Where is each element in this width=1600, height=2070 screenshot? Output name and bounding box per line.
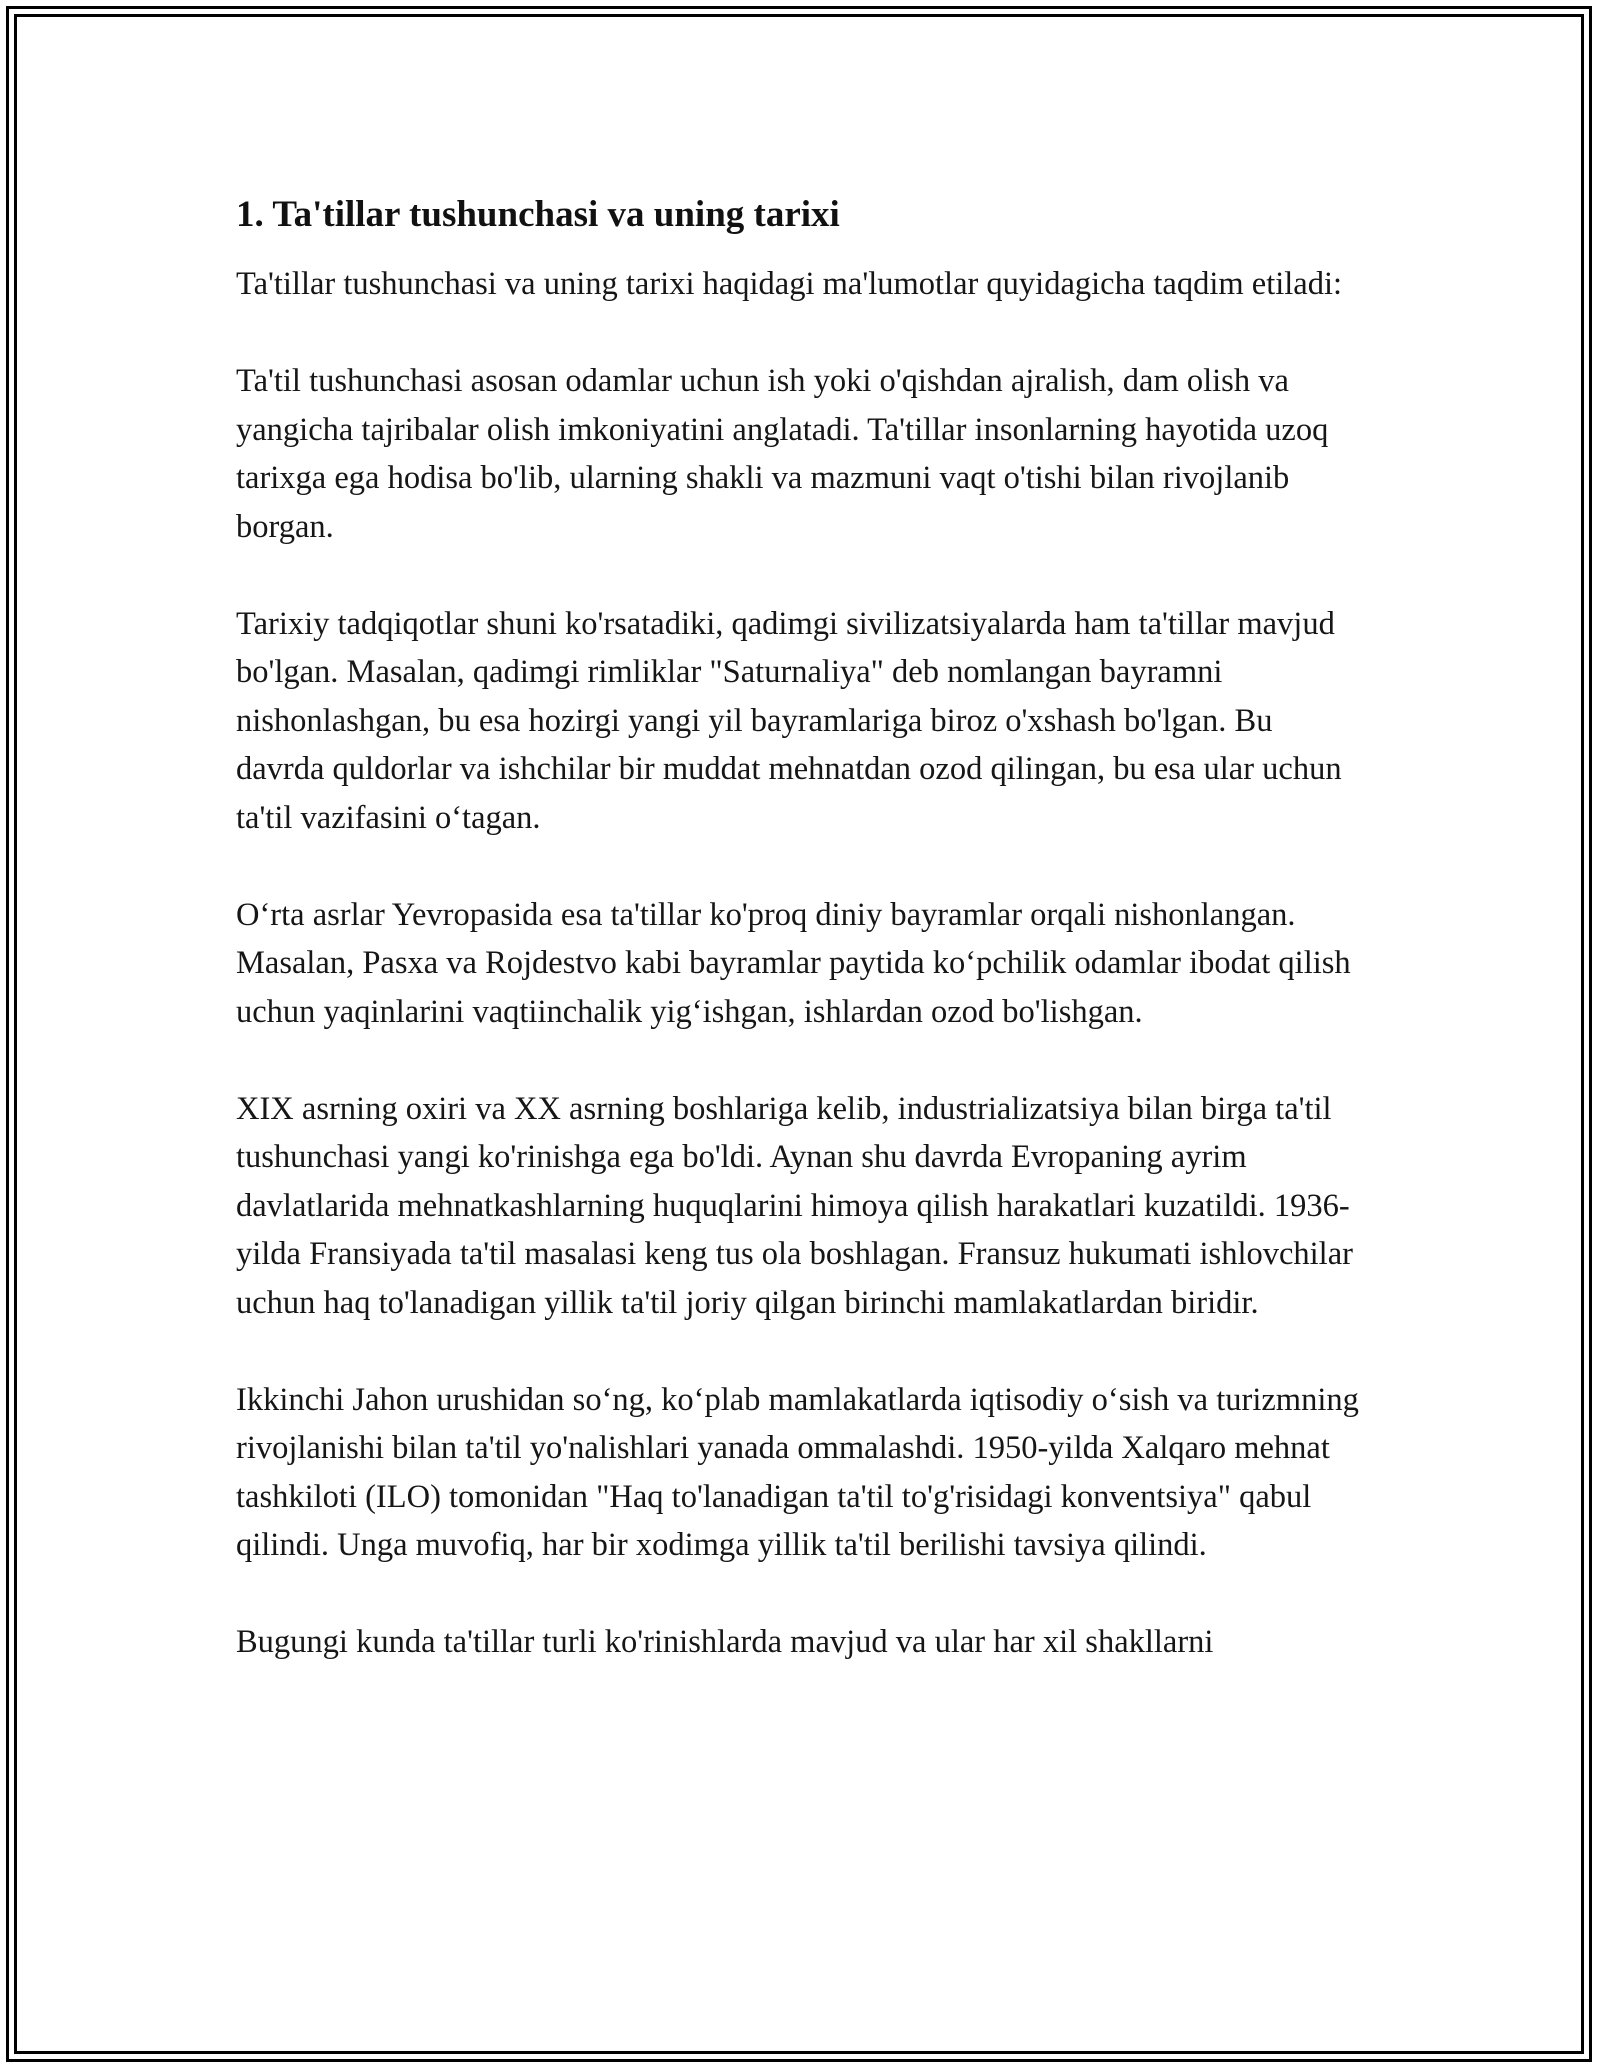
paragraph-industrialization: XIX asrning oxiri va XX asrning boshlariga kelib, industrializatsiya bilan birga ta'til tushunchasi yangi ko'rinishga ega bo'ldi. Aynan shu davrda Evropaning ayrim davlatlarida mehnatkashlarning huquqlarini himoya qilish harakatlari kuzatildi. 1936-yilda Fransiyada ta'til masalasi keng tus ola boshlagan. Fransuz hukumati ishlovchilar uchun haq to'lanadigan yillik ta'til joriy qilgan birinchi mamlakatlardan biridir. (236, 1090, 1353, 1321)
paragraph-ancient-history: Tarixiy tadqiqotlar shuni ko'rsatadiki, qadimgi sivilizatsiyalarda ham ta'tillar mavjud bo'lgan. Masalan, qadimgi rimliklar "Saturnaliya" deb nomlangan bayramni nishonlashgan, bu esa hozirgi yangi yil bayramlariga biroz o'xshash bo'lgan. Bu davrda quldorlar va ishchilar bir muddat mehnatdan ozod qilingan, bu esa ular uchun ta'til vazifasini o‘tagan. (236, 605, 1342, 836)
paragraph-post-war: Ikkinchi Jahon urushidan so‘ng, ko‘plab mamlakatlarda iqtisodiy o‘sish va turizmning rivojlanishi bilan ta'til yo'nalishlari yanada ommalashdi. 1950-yilda Xalqaro mehnat tashkiloti (ILO) tomonidan "Haq to'lanadigan ta'til to'g'risidagi konventsiya" qabul qilindi. Unga muvofiq, har bir xodimga yillik ta'til berilishi tavsiya qilindi. (236, 1381, 1359, 1563)
paragraph-today: Bugungi kunda ta'tillar turli ko'rinishlarda mavjud va ular har xil shakllarni (236, 1624, 1214, 1660)
section-heading: 1. Ta'tillar tushunchasi va uning tarixi (236, 194, 840, 235)
document-body (236, 188, 1364, 1667)
paragraph-middle-ages: O‘rta asrlar Yevropasida esa ta'tillar ko'proq diniy bayramlar orqali nishonlangan. Masalan, Pasxa va Rojdestvo kabi bayramlar paytida ko‘pchilik odamlar ibodat qilish uchun yaqinlarini vaqtiinchalik yig‘ishgan, ishlardan ozod bo'lishgan. (236, 896, 1351, 1030)
paragraph-intro: Ta'tillar tushunchasi va uning tarixi haqidagi ma'lumotlar quyidagicha taqdim etiladi: (236, 266, 1343, 302)
paragraph-definition: Ta'til tushunchasi asosan odamlar uchun ish yoki o'qishdan ajralish, dam olish va yangicha tajribalar olish imkoniyatini anglatadi. Ta'tillar insonlarning hayotida uzoq tarixga ega hodisa bo'lib, ularning shakli va mazmuni vaqt o'tishi bilan rivojlanib borgan. (236, 363, 1329, 545)
